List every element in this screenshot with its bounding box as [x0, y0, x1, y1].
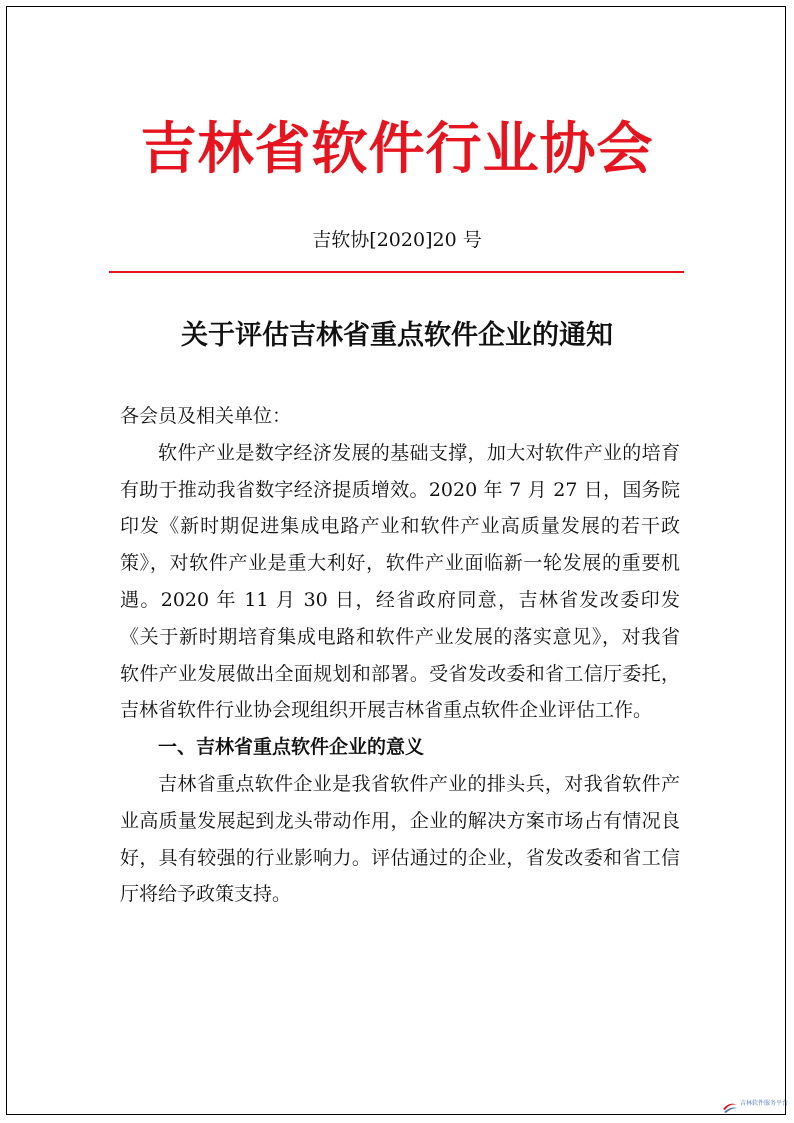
watermark-text: 吉林软件服务平台 [740, 1100, 789, 1107]
notice-body [120, 398, 680, 913]
document-number: 吉软协[2020]20 号 [312, 229, 482, 251]
section-heading: 一、吉林省重点软件企业的意义 [158, 736, 425, 759]
red-divider [109, 271, 684, 273]
notice-title: 关于评估吉林省重点软件企业的通知 [181, 320, 613, 351]
salutation: 各会员及相关单位： [120, 405, 292, 427]
section-paragraph: 吉林省重点软件企业是我省软件产业的排头兵，对我省软件产业高质量发展起到龙头带动作用，企业的解决方案市场占有情况良好，具有较强的行业影响力。评估通过的企业，省发改委和省工信厅将给予政策支持。 [120, 772, 680, 906]
org-title: 吉林省软件行业协会 [140, 117, 654, 182]
watermark [722, 1098, 790, 1118]
intro-paragraph: 软件产业是数字经济发展的基础支撑，加大对软件产业的培育有助于推动我省数字经济提质增效。2020 年 7 月 27 日，国务院印发《新时期促进集成电路产业和软件产业高质量发展的若干政策》，对软件产业是重大利好，软件产业面临新一轮发展的重要机遇。2020 年 11 月 30 日，经省政府同意，吉林省发改委印发《关于新时期培育集成电路和软件产业发展的落实意见》，对我省软件产业发展做出全面规划和部署。受省发改委和省工信厅委托，吉林省软件行业协会现组织开展吉林省重点软件企业评估工作。 [120, 441, 680, 722]
swoosh-logo-icon [722, 1100, 738, 1114]
